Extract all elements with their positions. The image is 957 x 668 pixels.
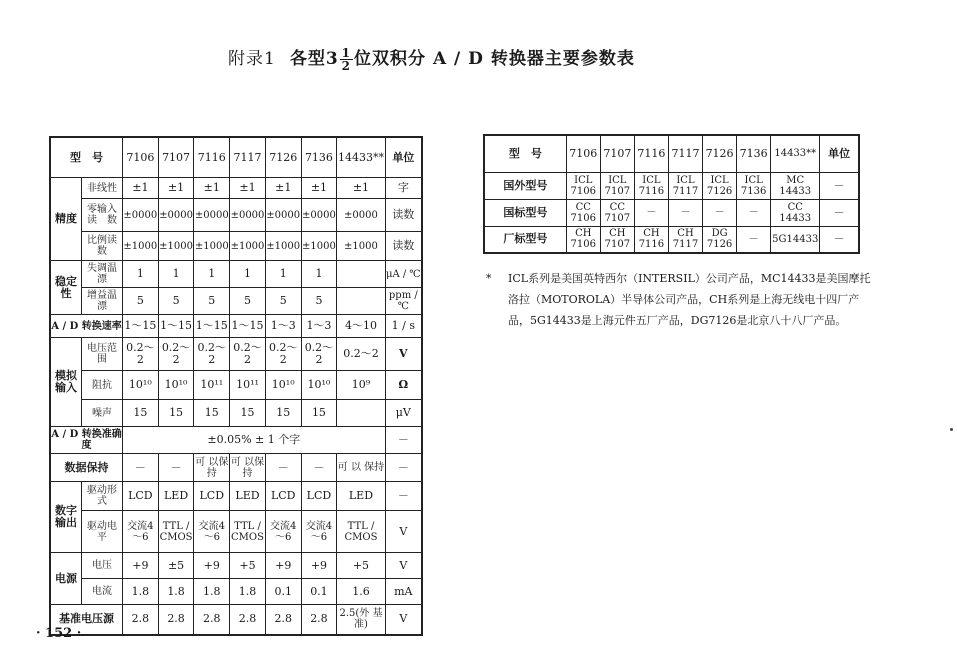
param-label: 阻抗 [82,371,123,400]
model-cell: 7126 [703,135,737,172]
value-cell: CC 7107 [600,199,634,226]
value-cell: 10¹¹ [194,371,230,400]
value-cell: 1～15 [122,315,158,338]
group-label: 精度 [50,178,82,261]
unit-cell: 读数 [385,232,422,261]
model-cell: 7126 [265,137,301,178]
value-cell: ±1000 [301,232,337,261]
value-cell: 1～15 [158,315,194,338]
value-cell: － [703,199,737,226]
page-number: · 152 · [36,626,82,641]
unit-cell: 1 / s [385,315,422,338]
value-cell [337,400,385,427]
value-cell: 10¹⁰ [301,371,337,400]
value-cell: 15 [122,400,158,427]
value-cell: ±1000 [122,232,158,261]
value-cell: 1 [122,261,158,288]
table-row [50,232,422,261]
value-cell: 1.8 [230,579,266,605]
unit-cell: ppm / ℃ [385,288,422,315]
value-cell: ICL 7117 [668,172,702,199]
value-cell: 2.8 [265,605,301,635]
unit-cell: － [820,226,859,253]
value-cell: 1.8 [194,579,230,605]
value-cell: ±1 [230,178,266,199]
footnote-text: ICL系列是美国英特西尔（INTERSIL）公司产品，MC14433是美国摩托洛拉（MOTOROLA）半导体公司产品，CH系列是上海无线电十四厂产品，5G14433是上海元件五厂产品，DG7126是北京八十八厂产品。 [508,272,871,327]
value-cell: ±1 [301,178,337,199]
value-cell: 0.2～2 [122,338,158,371]
value-cell: +9 [265,553,301,579]
value-cell: － [668,199,702,226]
value-cell: 5G14433 [771,226,820,253]
value-cell: ±1000 [158,232,194,261]
value-cell: +5 [337,553,385,579]
value-cell: 10¹¹ [230,371,266,400]
param-label: 比例读数 [82,232,123,261]
value-cell: 5 [122,288,158,315]
param-label: 电压 [82,553,123,579]
table-row [50,605,422,635]
value-cell: ±1 [337,178,385,199]
value-cell: CC 7106 [566,199,600,226]
value-cell: 15 [301,400,337,427]
group-label: 模拟输入 [50,338,82,427]
table-row [50,427,422,454]
value-cell: 5 [301,288,337,315]
value-cell: TTL / CMOS [158,511,194,553]
unit-cell: V [385,511,422,553]
value-cell: － [634,199,668,226]
value-cell: 交流4～6 [194,511,230,553]
model-cell: 7106 [566,135,600,172]
value-cell: ±0000 [265,199,301,232]
value-cell: TTL / CMOS [337,511,385,553]
value-cell: ±0000 [194,199,230,232]
value-cell: +5 [230,553,266,579]
value-cell: ±0000 [122,199,158,232]
value-cell: ±1000 [265,232,301,261]
value-cell: LCD [194,482,230,511]
value-cell: +9 [122,553,158,579]
value-cell: 5 [230,288,266,315]
model-cell: 7117 [230,137,266,178]
value-cell: 交流4～6 [122,511,158,553]
table-row [484,172,859,199]
value-cell: ICL 7116 [634,172,668,199]
value-cell: CH 7116 [634,226,668,253]
table-row [50,338,422,371]
model-cell: 7117 [668,135,702,172]
model-cell: 14433** [771,135,820,172]
table-row [50,553,422,579]
value-cell: DG 7126 [703,226,737,253]
value-cell: ±1 [158,178,194,199]
value-cell: 1.8 [122,579,158,605]
value-cell: － [737,199,771,226]
value-cell: 2.5(外 基准) [337,605,385,635]
value-cell: 10¹⁰ [265,371,301,400]
table-row [50,482,422,511]
unit-cell: V [385,605,422,635]
value-cell: 15 [194,400,230,427]
header-label: 型 号 [484,135,566,172]
param-label: 驱动形式 [82,482,123,511]
row-label: A / D 转换准确度 [50,427,122,454]
model-cell: 7116 [634,135,668,172]
footnote-marker: * [486,272,492,285]
header-label: 型 号 [50,137,122,178]
table-row [50,288,422,315]
value-cell: 可 以保持 [230,454,266,482]
value-cell: CH 7107 [600,226,634,253]
value-cell: 10¹⁰ [122,371,158,400]
value-cell: 1～3 [265,315,301,338]
value-cell: LED [158,482,194,511]
value-cell: 10⁹ [337,371,385,400]
value-cell: 5 [158,288,194,315]
param-label: 电流 [82,579,123,605]
unit-cell: Ω [385,371,422,400]
value-cell: － [158,454,194,482]
table-row [484,199,859,226]
value-cell: 可 以 保持 [337,454,385,482]
value-cell: 0.2～2 [158,338,194,371]
value-cell: 0.2～2 [230,338,266,371]
value-cell: TTL / CMOS [230,511,266,553]
value-cell: CH 7106 [566,226,600,253]
value-cell: 5 [194,288,230,315]
value-cell: 1.8 [158,579,194,605]
value-cell: 0.1 [301,579,337,605]
value-cell: 1～15 [194,315,230,338]
unit-cell: － [385,482,422,511]
unit-header: 单位 [385,137,422,178]
unit-cell: 字 [385,178,422,199]
value-cell: ±0000 [230,199,266,232]
value-cell: ±0000 [337,199,385,232]
param-label: 零输入读 数 [82,199,123,232]
title-prefix: 各型3 [289,49,339,69]
value-cell: ICL 7136 [737,172,771,199]
unit-cell: － [820,199,859,226]
unit-cell: μV [385,400,422,427]
value-cell: 4～10 [337,315,385,338]
value-cell: － [265,454,301,482]
unit-cell: － [820,172,859,199]
value-cell: LCD [265,482,301,511]
unit-cell: V [385,553,422,579]
row-label: A / D 转换速率 [50,315,122,338]
value-cell: 15 [230,400,266,427]
model-cell: 7116 [194,137,230,178]
unit-cell: V [385,338,422,371]
scan-speck [950,428,953,431]
value-cell: MC 14433 [771,172,820,199]
value-cell: 1 [158,261,194,288]
model-cell: 7136 [301,137,337,178]
param-label: 电压范围 [82,338,123,371]
value-cell: 1 [301,261,337,288]
row-label: 厂标型号 [484,226,566,253]
value-cell: LED [230,482,266,511]
table-row [50,315,422,338]
unit-cell: － [385,427,422,454]
model-number-table [483,134,860,254]
value-cell: ±1000 [230,232,266,261]
value-cell: ±0000 [301,199,337,232]
value-cell: 1.6 [337,579,385,605]
param-label: 非线性 [82,178,123,199]
group-label: 数字输出 [50,482,82,553]
value-cell: ±1 [122,178,158,199]
table-row [50,199,422,232]
unit-cell: mA [385,579,422,605]
model-cell: 7107 [158,137,194,178]
value-cell: 0.2～2 [194,338,230,371]
value-cell: － [301,454,337,482]
value-cell: +9 [301,553,337,579]
appendix-label: 附录1 [228,49,276,69]
value-cell: ±5 [158,553,194,579]
value-cell: CH 7117 [668,226,702,253]
title-suffix: 位双积分 A / D 转换器主要参数表 [354,49,635,69]
row-label: 基准电压源 [50,605,122,635]
value-cell: 0.2～2 [301,338,337,371]
group-label: 稳定性 [50,261,82,315]
header-row [484,135,859,172]
unit-cell: 读数 [385,199,422,232]
value-cell: 1～3 [301,315,337,338]
value-cell [337,288,385,315]
value-cell: 2.8 [301,605,337,635]
value-cell: ±1000 [337,232,385,261]
value-cell: ±0.05% ± 1 个字 [122,427,385,454]
value-cell: 15 [158,400,194,427]
value-cell [337,261,385,288]
model-cell: 7106 [122,137,158,178]
unit-cell: － [385,454,422,482]
value-cell: 2.8 [194,605,230,635]
table-row [50,400,422,427]
value-cell: 1～15 [230,315,266,338]
value-cell: － [737,226,771,253]
fraction: $\frac{1}{2}$ [341,46,352,73]
unit-cell: μA / ℃ [385,261,422,288]
value-cell: 0.2～2 [337,338,385,371]
value-cell: 2.8 [158,605,194,635]
table-row [50,371,422,400]
row-label: 国外型号 [484,172,566,199]
value-cell: 15 [265,400,301,427]
value-cell: － [122,454,158,482]
value-cell: ±1 [265,178,301,199]
value-cell: ICL 7107 [600,172,634,199]
unit-header: 单位 [820,135,859,172]
table-row [50,579,422,605]
table-row [50,454,422,482]
param-label: 驱动电平 [82,511,123,553]
table-row [50,511,422,553]
value-cell: LED [337,482,385,511]
value-cell: 可 以保持 [194,454,230,482]
param-label: 噪声 [82,400,123,427]
value-cell: LCD [301,482,337,511]
value-cell: 1 [230,261,266,288]
value-cell: 1 [265,261,301,288]
table-row [484,226,859,253]
value-cell: 交流4～6 [265,511,301,553]
value-cell: 2.8 [230,605,266,635]
header-row [50,137,422,178]
value-cell: 5 [265,288,301,315]
value-cell: CC 14433 [771,199,820,226]
table-row [50,178,422,199]
param-label: 增益温漂 [82,288,123,315]
value-cell: ICL 7126 [703,172,737,199]
param-label: 失调温漂 [82,261,123,288]
value-cell: ±1 [194,178,230,199]
model-cell: 7136 [737,135,771,172]
parameter-table [49,136,423,636]
value-cell: ±0000 [158,199,194,232]
model-cell: 7107 [600,135,634,172]
value-cell: +9 [194,553,230,579]
value-cell: 10¹⁰ [158,371,194,400]
value-cell: LCD [122,482,158,511]
value-cell: 0.2～2 [265,338,301,371]
table-row [50,261,422,288]
value-cell: 交流4～6 [301,511,337,553]
page-title [228,44,635,72]
value-cell: ±1000 [194,232,230,261]
value-cell: 1 [194,261,230,288]
row-label: 数据保持 [50,454,122,482]
group-label: 电源 [50,553,82,605]
value-cell: 2.8 [122,605,158,635]
value-cell: ICL 7106 [566,172,600,199]
model-cell: 14433** [337,137,385,178]
value-cell: 0.1 [265,579,301,605]
footnote [486,268,876,331]
row-label: 国标型号 [484,199,566,226]
